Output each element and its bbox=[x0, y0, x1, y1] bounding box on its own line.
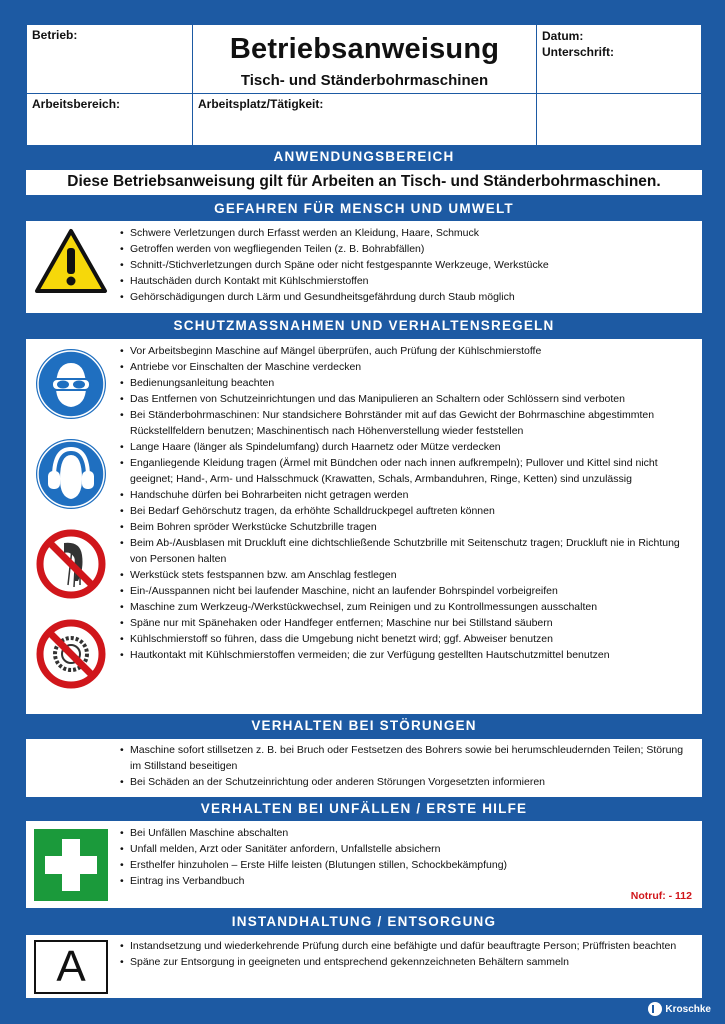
list-item: • Bedienungsanleitung beachten bbox=[120, 375, 698, 391]
protection-list bbox=[120, 343, 698, 663]
section-heading-gefahren: GEFAHREN FÜR MENSCH UND UMWELT bbox=[214, 201, 514, 216]
letter-a-box: A bbox=[34, 940, 108, 994]
header-table bbox=[26, 24, 702, 146]
maintenance-panel bbox=[26, 935, 702, 998]
scope-panel bbox=[26, 170, 702, 195]
list-item: • Enganliegende Kleidung tragen (Ärmel mit Bündchen oder nach innen aufkrempeln); Pullover und Kittel sind nicht geeignet; Hand-, Arm- und Halsschmuck (Krawatten, Schals, Armbanduhren, Ringe, Ketten) sind unzulässig bbox=[120, 455, 698, 487]
brand-icon bbox=[648, 1002, 662, 1016]
list-item: • Bei Unfällen Maschine abschalten bbox=[120, 825, 680, 841]
eye-protection-icon bbox=[34, 347, 108, 426]
warning-triangle-icon bbox=[34, 228, 108, 299]
betrieb-cell bbox=[26, 24, 193, 94]
emergency-number: Notruf: - 112 bbox=[630, 890, 692, 902]
list-item: • Späne nur mit Spänehaken oder Handfeger entfernen; Maschine nur bei Stillstand säubern bbox=[120, 615, 698, 631]
section-heading-stoerungen: VERHALTEN BEI STÖRUNGEN bbox=[251, 718, 477, 733]
faults-list bbox=[120, 742, 696, 790]
protection-panel bbox=[26, 339, 702, 714]
first-aid-list bbox=[120, 825, 680, 889]
list-item: • Hautkontakt mit Kühlschmierstoffen vermeiden; die zur Verfügung gestellten Hautschutzmittel benutzen bbox=[120, 647, 698, 663]
section-heading-anwendungsbereich: ANWENDUNGSBEREICH bbox=[273, 149, 455, 164]
list-item: • Instandsetzung und wiederkehrende Prüfung durch eine befähigte und dafür beauftragte Person; Prüffristen beachten bbox=[120, 938, 696, 954]
list-item: • Gehörschädigungen durch Lärm und Gesundheitsgefährdung durch Staub möglich bbox=[120, 289, 690, 305]
hazards-panel bbox=[26, 221, 702, 313]
hazards-list bbox=[120, 225, 690, 305]
list-item: • Handschuhe dürfen bei Bohrarbeiten nicht getragen werden bbox=[120, 487, 698, 503]
list-item: • Antriebe vor Einschalten der Maschine verdecken bbox=[120, 359, 698, 375]
list-item: • Werkstück stets festspannen bzw. am Anschlag festlegen bbox=[120, 567, 698, 583]
list-item: • Kühlschmierstoff so führen, dass die Umgebung nicht benetzt wird; ggf. Abweiser benutzen bbox=[120, 631, 698, 647]
page-subtitle: Tisch- und Ständerbohrmaschinen bbox=[240, 72, 489, 89]
list-item: • Getroffen werden von wegfliegenden Teilen (z. B. Bohrabfällen) bbox=[120, 241, 690, 257]
empty-cell bbox=[536, 93, 702, 146]
list-item: • Beim Bohren spröder Werkstücke Schutzbrille tragen bbox=[120, 519, 698, 535]
ear-protection-icon bbox=[34, 437, 108, 516]
list-item: • Späne zur Entsorgung in geeigneten und entsprechend gekennzeichneten Behältern sammeln bbox=[120, 954, 696, 970]
list-item: • Unfall melden, Arzt oder Sanitäter anfordern, Unfallstelle absichern bbox=[120, 841, 680, 857]
list-item: • Bei Schäden an der Schutzeinrichtung oder anderen Störungen Vorgesetzten informieren bbox=[120, 774, 696, 790]
list-item: • Ersthelfer hinzuholen – Erste Hilfe leisten (Blutungen stillen, Schockbekämpfung) bbox=[120, 857, 680, 873]
list-item: • Bei Bedarf Gehörschutz tragen, da erhöhte Schalldruckpegel auftreten können bbox=[120, 503, 698, 519]
list-item: • Maschine sofort stillsetzen z. B. bei Bruch oder Festsetzen des Bohrers sowie bei herumschleudernden Teilen; Störung im Stillstand beseitigen bbox=[120, 742, 696, 774]
arbeitsbereich-label: Arbeitsbereich: bbox=[32, 97, 121, 111]
list-item: • Bei Ständerbohrmaschinen: Nur standsichere Bohrständer mit auf das Gewicht der Bohrmaschine abgestimmten Rückstellfeldern benutzen; Maschinentisch nach Höhenverstellung wieder feststellen bbox=[120, 407, 698, 439]
list-item: • Beim Ab-/Ausblasen mit Druckluft eine dichtschließende Schutzbrille mit Seitenschutz tragen; Druckluft nie in Richtung von Personen halten bbox=[120, 535, 698, 567]
scope-text: Diese Betriebsanweisung gilt für Arbeiten an Tisch- und Ständerbohrmaschinen. bbox=[67, 173, 661, 190]
list-item: • Schnitt-/Stichverletzungen durch Späne oder nicht festgespannte Werkzeuge, Werkstücke bbox=[120, 257, 690, 273]
no-long-hair-icon bbox=[34, 527, 108, 606]
first-aid-cross-icon bbox=[34, 829, 108, 906]
brand-logo bbox=[648, 1002, 711, 1016]
list-item: • Eintrag ins Verbandbuch bbox=[120, 873, 680, 889]
list-item: • Schwere Verletzungen durch Erfasst werden an Kleidung, Haare, Schmuck bbox=[120, 225, 690, 241]
arbeitsplatz-cell bbox=[192, 93, 537, 146]
maintenance-list bbox=[120, 938, 696, 970]
faults-panel bbox=[26, 739, 702, 797]
section-heading-unfaelle: VERHALTEN BEI UNFÄLLEN / ERSTE HILFE bbox=[200, 801, 528, 816]
list-item: • Das Entfernen von Schutzeinrichtungen und das Manipulieren an Schaltern oder Schlössern sind verboten bbox=[120, 391, 698, 407]
first-aid-panel bbox=[26, 821, 702, 908]
list-item: • Hautschäden durch Kontakt mit Kühlschmierstoffen bbox=[120, 273, 690, 289]
section-heading-instandhaltung: INSTANDHALTUNG / ENTSORGUNG bbox=[231, 914, 497, 929]
list-item: • Maschine zum Werkzeug-/Werkstückwechsel, zum Reinigen und zu Kontrollmessungen ausschalten bbox=[120, 599, 698, 615]
list-item: • Ein-/Ausspannen nicht bei laufender Maschine, nicht an laufender Bohrspindel vorbeigreifen bbox=[120, 583, 698, 599]
unterschrift-label: Unterschrift: bbox=[542, 45, 615, 59]
arbeitsbereich-cell bbox=[26, 93, 193, 146]
arbeitsplatz-label: Arbeitsplatz/Tätigkeit: bbox=[198, 97, 324, 111]
betrieb-label: Betrieb: bbox=[32, 28, 78, 42]
brand-name: Kroschke bbox=[665, 1003, 711, 1015]
list-item: • Vor Arbeitsbeginn Maschine auf Mängel überprüfen, auch Prüfung der Kühlschmierstoffe bbox=[120, 343, 698, 359]
section-heading-schutz: SCHUTZMASSNAHMEN UND VERHALTENSREGELN bbox=[173, 318, 555, 333]
no-jewelry-icon bbox=[34, 617, 108, 696]
list-item: • Lange Haare (länger als Spindelumfang) durch Haarnetz oder Mütze verdecken bbox=[120, 439, 698, 455]
datum-label: Datum: bbox=[542, 29, 584, 43]
page-title: Betriebsanweisung bbox=[229, 33, 500, 65]
title-cell bbox=[192, 24, 537, 94]
datum-cell bbox=[536, 24, 702, 94]
